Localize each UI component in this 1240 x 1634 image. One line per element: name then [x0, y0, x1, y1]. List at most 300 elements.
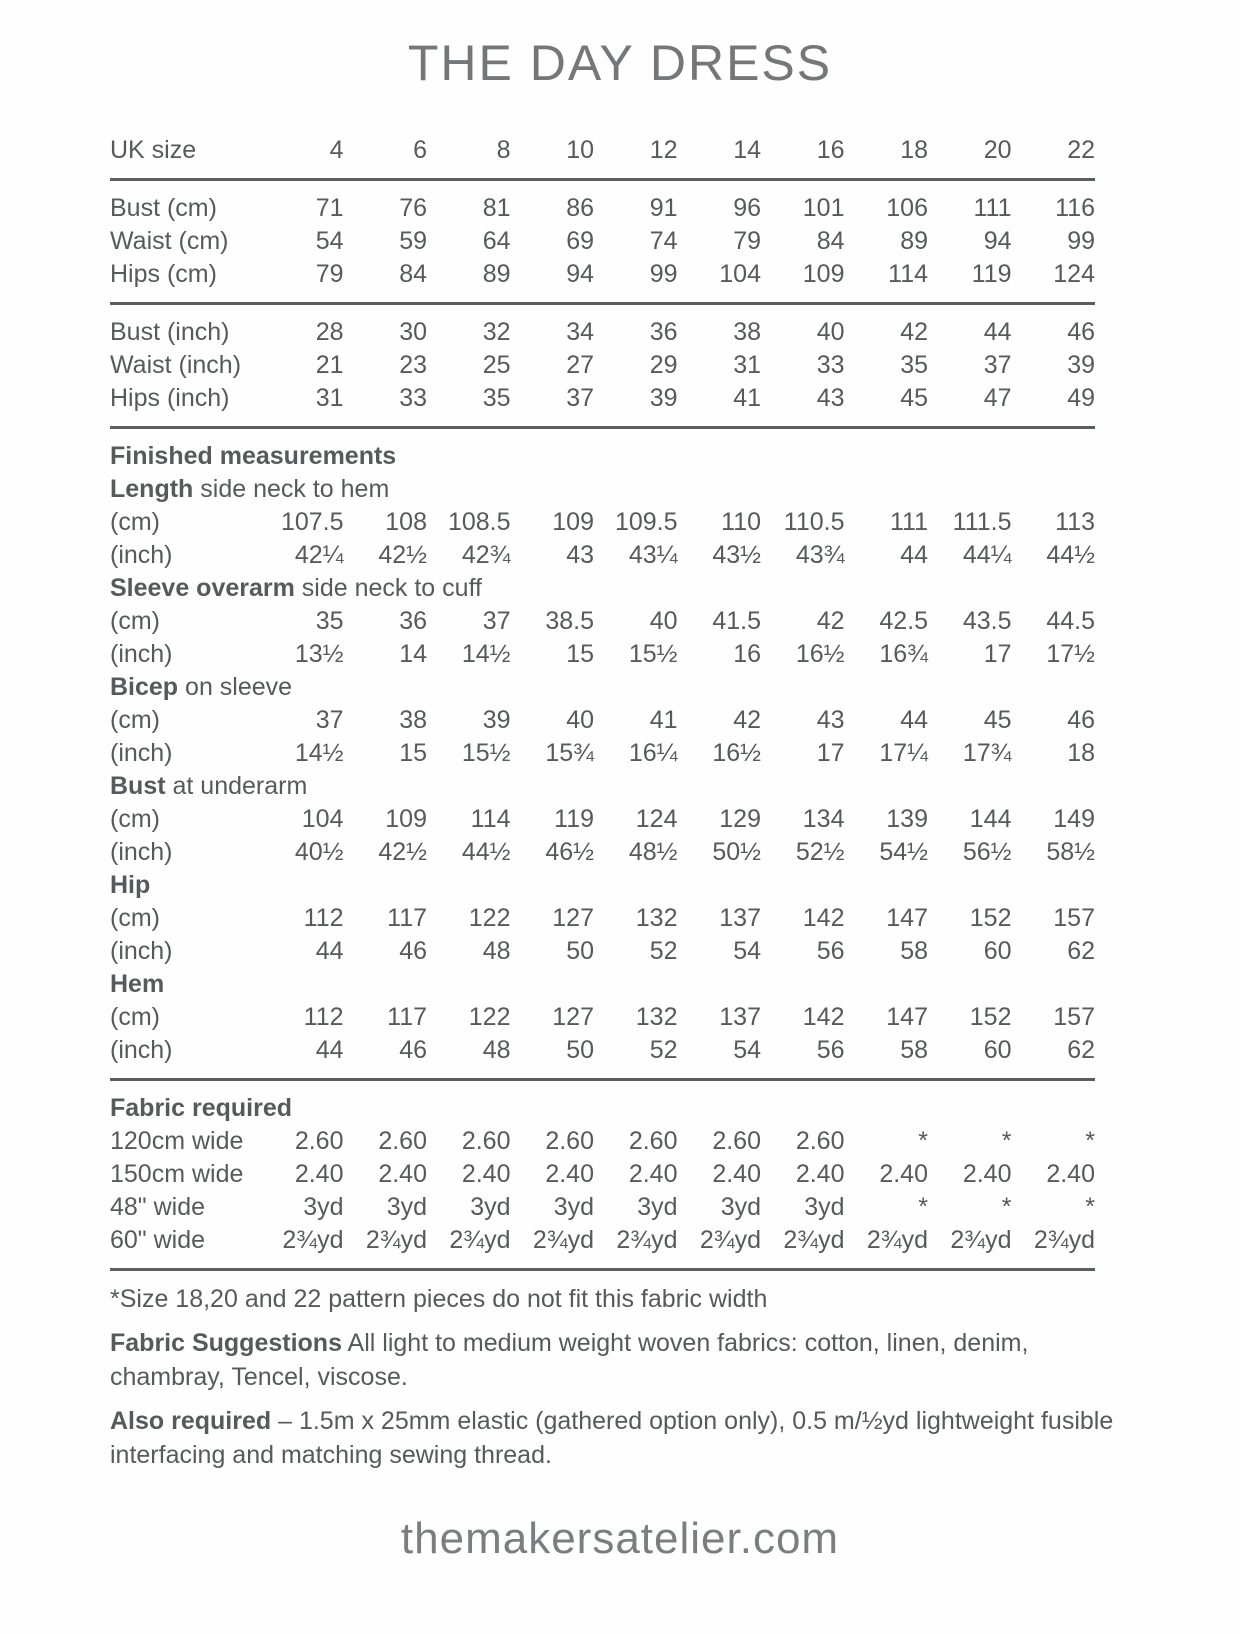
row-label: Hips (inch) — [110, 384, 230, 412]
table-cell: 152 — [969, 1003, 1012, 1031]
section-heading-bold: Fabric required — [110, 1094, 292, 1122]
table-cell: 62 — [1067, 937, 1095, 965]
table-cell: 16¼ — [628, 739, 678, 767]
table-cell: 2.40 — [545, 1160, 594, 1188]
table-cell: 54 — [733, 1036, 761, 1064]
table-cell: 58 — [900, 1036, 928, 1064]
table-cell: 96 — [733, 194, 761, 222]
table-cell: 2.60 — [712, 1127, 761, 1155]
table-cell: 16¾ — [879, 640, 928, 668]
table-cell: 13½ — [294, 640, 344, 668]
table-cell: 39 — [1067, 351, 1095, 379]
section-heading-bold: Finished measurements — [110, 442, 397, 470]
table-cell: 2.60 — [294, 1127, 344, 1155]
row-label: Bust (cm) — [110, 194, 217, 222]
table-cell: 32 — [482, 318, 511, 346]
section-heading — [110, 473, 1095, 506]
table-row — [110, 1034, 1095, 1067]
row-label: (cm) — [110, 1003, 160, 1031]
table-row — [110, 638, 1095, 671]
table-cell: 60 — [983, 937, 1012, 965]
table-cell: 15 — [399, 739, 427, 767]
website-footer: themakersatelier.com — [400, 1514, 840, 1563]
table-cell: 29 — [649, 351, 678, 379]
table-cell: 39 — [649, 384, 678, 412]
table-cell: 137 — [719, 904, 761, 932]
table-cell: 109.5 — [614, 508, 678, 536]
table-cell: 2.40 — [1046, 1160, 1095, 1188]
table-cell: 2¾yd — [616, 1226, 678, 1254]
table-cell: 38 — [733, 318, 761, 346]
table-cell: 18 — [1067, 739, 1095, 767]
table-cell: 2¾yd — [365, 1226, 427, 1254]
table-cell: 111.5 — [952, 508, 1012, 536]
row-label: 150cm wide — [110, 1160, 244, 1188]
table-cell: 30 — [399, 318, 427, 346]
table-cell: 62 — [1067, 1036, 1095, 1064]
row-label: (inch) — [110, 838, 173, 866]
table-cell: 48 — [482, 1036, 511, 1064]
table-cell: 108.5 — [447, 508, 511, 536]
table-cell: 35 — [315, 607, 344, 635]
table-cell: 48½ — [628, 838, 678, 866]
table-cell: 2.40 — [378, 1160, 427, 1188]
section-heading — [110, 869, 1095, 902]
table-cell: 2.40 — [461, 1160, 511, 1188]
table-cell: 22 — [1067, 136, 1095, 164]
table-cell: * — [1085, 1193, 1095, 1221]
table-cell: 2¾yd — [449, 1226, 511, 1254]
table-cell: 17 — [983, 640, 1012, 668]
table-cell: 50 — [566, 937, 594, 965]
table-cell: 134 — [802, 805, 845, 833]
table-cell: 111 — [973, 194, 1012, 222]
table-rule — [110, 302, 1095, 305]
table-cell: 112 — [303, 904, 344, 932]
table-cell: 44 — [315, 1036, 344, 1064]
table-cell: 139 — [886, 805, 928, 833]
table-row — [110, 1191, 1095, 1224]
table-cell: 109 — [552, 508, 594, 536]
also-required-note: Also required – 1.5m x 25mm elastic (gathered option only), 0.5 m/½yd lightweight fusible interfacing and matching sewing thread. — [110, 1407, 1114, 1469]
table-cell: 107.5 — [280, 508, 344, 536]
table-row — [110, 803, 1095, 836]
table-cell: 144 — [969, 805, 1012, 833]
table-cell: 45 — [983, 706, 1012, 734]
table-cell: 109 — [385, 805, 427, 833]
table-cell: 116 — [1055, 194, 1095, 222]
row-label: UK size — [110, 136, 197, 164]
table-cell: 15¾ — [545, 739, 594, 767]
table-cell: 2¾yd — [1033, 1226, 1095, 1254]
table-cell: 59 — [399, 227, 427, 255]
table-cell: 37 — [482, 607, 511, 635]
table-cell: 8 — [496, 136, 511, 164]
table-row — [110, 704, 1095, 737]
table-cell: 91 — [649, 194, 678, 222]
table-cell: 132 — [635, 1003, 678, 1031]
section-heading-bold: Hip — [110, 871, 151, 899]
table-cell: * — [1085, 1127, 1095, 1155]
table-cell: 40 — [816, 318, 845, 346]
table-cell: 113 — [1055, 508, 1095, 536]
table-cell: 37 — [315, 706, 344, 734]
section-heading-rest: on sleeve — [178, 673, 293, 701]
row-label: Waist (inch) — [110, 351, 242, 379]
table-cell: 17 — [816, 739, 845, 767]
table-cell: 2.60 — [795, 1127, 845, 1155]
table-cell: 54 — [733, 937, 761, 965]
table-cell: 147 — [886, 1003, 928, 1031]
table-cell: 109 — [802, 260, 845, 288]
table-rule — [110, 1268, 1095, 1271]
table-cell: 52 — [649, 937, 678, 965]
table-cell: 47 — [983, 384, 1012, 412]
table-cell: 44.5 — [1046, 607, 1095, 635]
table-cell: 149 — [1053, 805, 1095, 833]
table-cell: 42 — [733, 706, 761, 734]
table-cell: 33 — [399, 384, 427, 412]
table-cell: 43¾ — [795, 541, 845, 569]
table-cell: 36 — [649, 318, 678, 346]
table-rule — [110, 1078, 1095, 1081]
table-cell: 157 — [1053, 904, 1095, 932]
table-cell: 25 — [482, 351, 511, 379]
table-cell: 117 — [387, 1003, 427, 1031]
table-cell: 114 — [470, 805, 511, 833]
table-cell: * — [918, 1193, 928, 1221]
table-cell: 142 — [802, 1003, 845, 1031]
table-row — [110, 506, 1095, 539]
table-cell: 3yd — [303, 1193, 344, 1221]
table-cell: 35 — [482, 384, 511, 412]
table-cell: 4 — [329, 136, 344, 164]
table-cell: 3yd — [804, 1193, 845, 1221]
table-cell: 44 — [983, 318, 1012, 346]
table-cell: 35 — [900, 351, 928, 379]
table-cell: 89 — [482, 260, 511, 288]
table-cell: 46 — [399, 1036, 427, 1064]
table-cell: 23 — [399, 351, 427, 379]
row-label: Waist (cm) — [110, 227, 229, 255]
table-cell: 2¾yd — [783, 1226, 845, 1254]
table-cell: 42.5 — [879, 607, 928, 635]
table-cell: 50½ — [712, 838, 761, 866]
table-cell: 34 — [566, 318, 594, 346]
table-cell: 2.60 — [545, 1127, 594, 1155]
table-rule — [110, 178, 1095, 181]
table-row — [110, 349, 1095, 382]
table-cell: 81 — [482, 194, 511, 222]
section-heading-rest: side neck to hem — [193, 475, 390, 503]
table-cell: 15½ — [628, 640, 678, 668]
table-cell: 2.40 — [962, 1160, 1012, 1188]
table-cell: 58½ — [1046, 838, 1095, 866]
table-cell: 3yd — [720, 1193, 761, 1221]
table-cell: 16 — [816, 136, 845, 164]
section-heading — [110, 671, 1095, 704]
table-cell: 99 — [1067, 227, 1095, 255]
table-row — [110, 225, 1095, 258]
table-cell: 54 — [315, 227, 344, 255]
table-cell: 44 — [900, 706, 928, 734]
table-cell: 37 — [566, 384, 594, 412]
table-cell: 84 — [816, 227, 845, 255]
table-cell: * — [1001, 1127, 1012, 1155]
table-cell: 132 — [635, 904, 678, 932]
table-cell: 56 — [816, 1036, 845, 1064]
table-cell: 17¾ — [962, 739, 1012, 767]
table-cell: 46 — [399, 937, 427, 965]
table-cell: 3yd — [470, 1193, 511, 1221]
table-row — [110, 1224, 1095, 1257]
table-cell: 50 — [566, 1036, 594, 1064]
table-cell: 15½ — [461, 739, 511, 767]
table-cell: * — [918, 1127, 928, 1155]
table-cell: 2.60 — [378, 1127, 427, 1155]
table-cell: 46 — [1067, 706, 1095, 734]
table-cell: 142 — [802, 904, 845, 932]
table-cell: 45 — [900, 384, 928, 412]
table-cell: 76 — [399, 194, 427, 222]
row-label: (inch) — [110, 1036, 173, 1064]
table-row — [110, 605, 1095, 638]
table-row — [110, 935, 1095, 968]
table-cell: 40½ — [294, 838, 344, 866]
table-cell: 43 — [566, 541, 594, 569]
table-cell: 40 — [649, 607, 678, 635]
table-cell: 36 — [399, 607, 427, 635]
row-label: (cm) — [110, 805, 160, 833]
table-cell: 21 — [315, 351, 344, 379]
table-cell: 2.60 — [628, 1127, 678, 1155]
table-cell: 17¼ — [879, 739, 928, 767]
table-cell: 52½ — [795, 838, 845, 866]
table-cell: 46½ — [545, 838, 594, 866]
table-cell: 38 — [399, 706, 427, 734]
table-cell: 99 — [649, 260, 678, 288]
table-cell: 16½ — [712, 739, 761, 767]
table-cell: 41 — [733, 384, 761, 412]
table-cell: 111 — [889, 508, 928, 536]
table-cell: 10 — [566, 136, 594, 164]
table-cell: 69 — [566, 227, 594, 255]
table-cell: 110.5 — [783, 508, 845, 536]
table-cell: 48 — [482, 937, 511, 965]
table-cell: 79 — [733, 227, 761, 255]
table-cell: 3yd — [386, 1193, 427, 1221]
table-cell: 2.40 — [628, 1160, 678, 1188]
section-heading — [110, 968, 1095, 1001]
table-cell: 12 — [649, 136, 678, 164]
section-heading-bold: Bicep — [110, 673, 179, 701]
table-cell: 79 — [315, 260, 344, 288]
section-heading-bold: Sleeve overarm — [110, 574, 295, 602]
table-cell: 15 — [566, 640, 594, 668]
table-cell: 52 — [649, 1036, 678, 1064]
notes-section — [110, 1282, 1125, 1472]
table-cell: 71 — [315, 194, 344, 222]
table-cell: 122 — [468, 904, 511, 932]
table-cell: 2.40 — [294, 1160, 344, 1188]
table-cell: 41 — [649, 706, 678, 734]
row-label: (cm) — [110, 706, 160, 734]
table-cell: 74 — [649, 227, 678, 255]
table-cell: 42¼ — [294, 541, 344, 569]
table-cell: 39 — [482, 706, 511, 734]
table-cell: 2.40 — [712, 1160, 761, 1188]
table-cell: 16½ — [795, 640, 845, 668]
table-cell: 94 — [566, 260, 594, 288]
section-heading — [110, 770, 1095, 803]
table-row — [110, 1001, 1095, 1034]
table-cell: 152 — [969, 904, 1012, 932]
table-cell: 43 — [816, 706, 845, 734]
table-cell: 6 — [413, 136, 427, 164]
table-cell: 14 — [399, 640, 427, 668]
section-heading-bold: Bust — [110, 772, 166, 800]
table-cell: 86 — [566, 194, 594, 222]
table-cell: 33 — [816, 351, 845, 379]
table-cell: 27 — [566, 351, 594, 379]
row-label: (inch) — [110, 541, 173, 569]
row-label: (inch) — [110, 739, 173, 767]
section-heading-bold: Length — [110, 475, 194, 503]
table-row — [110, 902, 1095, 935]
table-row — [110, 1158, 1095, 1191]
table-row — [110, 382, 1095, 415]
table-cell: 14½ — [294, 739, 344, 767]
table-cell: 42¾ — [461, 541, 511, 569]
table-cell: 44¼ — [962, 541, 1012, 569]
section-heading-bold: Hem — [110, 970, 165, 998]
fabric-suggestions-note: Fabric Suggestions All light to medium weight woven fabrics: cotton, linen, denim, chambray, Tencel, viscose. — [110, 1329, 1029, 1391]
table-cell: 44 — [315, 937, 344, 965]
table-cell: 2.60 — [461, 1127, 511, 1155]
table-cell: 2¾yd — [866, 1226, 928, 1254]
table-cell: * — [1001, 1193, 1012, 1221]
table-row — [110, 258, 1095, 291]
table-row — [110, 316, 1095, 349]
row-label: (cm) — [110, 904, 160, 932]
table-cell: 42 — [816, 607, 845, 635]
section-heading — [110, 1092, 1095, 1125]
table-cell: 129 — [719, 805, 761, 833]
table-cell: 42 — [900, 318, 928, 346]
table-cell: 119 — [971, 260, 1012, 288]
table-cell: 38.5 — [545, 607, 594, 635]
section-heading-rest: side neck to cuff — [294, 574, 483, 602]
section-heading — [110, 572, 1095, 605]
table-cell: 127 — [552, 1003, 594, 1031]
section-heading-rest: at underarm — [165, 772, 308, 800]
table-cell: 43¼ — [628, 541, 678, 569]
table-cell: 41.5 — [712, 607, 761, 635]
row-label: (inch) — [110, 937, 173, 965]
table-cell: 114 — [888, 260, 928, 288]
row-label: Hips (cm) — [110, 260, 217, 288]
table-cell: 112 — [303, 1003, 344, 1031]
table-cell: 43 — [816, 384, 845, 412]
table-cell: 108 — [385, 508, 427, 536]
table-row — [110, 134, 1095, 167]
table-cell: 119 — [554, 805, 594, 833]
table-cell: 117 — [387, 904, 427, 932]
table-cell: 104 — [719, 260, 761, 288]
table-cell: 18 — [900, 136, 928, 164]
row-label: 48" wide — [110, 1193, 206, 1221]
page-title: THE DAY DRESS — [407, 35, 833, 91]
table-cell: 137 — [719, 1003, 761, 1031]
table-cell: 2.40 — [879, 1160, 928, 1188]
size-chart-table — [110, 134, 1095, 1271]
table-cell: 84 — [399, 260, 427, 288]
table-cell: 2¾yd — [532, 1226, 594, 1254]
table-cell: 56½ — [962, 838, 1012, 866]
table-cell: 101 — [802, 194, 845, 222]
table-cell: 110 — [721, 508, 761, 536]
table-cell: 106 — [886, 194, 928, 222]
table-cell: 122 — [468, 1003, 511, 1031]
table-cell: 31 — [315, 384, 344, 412]
table-cell: 94 — [983, 227, 1012, 255]
table-cell: 147 — [886, 904, 928, 932]
table-row — [110, 192, 1095, 225]
table-cell: 17½ — [1046, 640, 1095, 668]
table-cell: 31 — [733, 351, 761, 379]
section-heading — [110, 440, 1095, 473]
table-cell: 3yd — [637, 1193, 678, 1221]
table-cell: 37 — [983, 351, 1012, 379]
table-cell: 16 — [733, 640, 761, 668]
fabric-width-asterisk-note: *Size 18,20 and 22 pattern pieces do not fit this fabric width — [110, 1285, 768, 1313]
table-row — [110, 539, 1095, 572]
row-label: (cm) — [110, 508, 160, 536]
table-cell: 56 — [816, 937, 845, 965]
table-cell: 89 — [900, 227, 928, 255]
table-cell: 42½ — [378, 838, 427, 866]
table-rule — [110, 426, 1095, 429]
table-row — [110, 737, 1095, 770]
table-cell: 44½ — [461, 838, 511, 866]
table-cell: 127 — [552, 904, 594, 932]
table-cell: 43.5 — [962, 607, 1012, 635]
table-row — [110, 1125, 1095, 1158]
table-cell: 54½ — [879, 838, 928, 866]
table-cell: 2.40 — [795, 1160, 845, 1188]
row-label: Bust (inch) — [110, 318, 230, 346]
table-cell: 124 — [1053, 260, 1095, 288]
table-cell: 44½ — [1046, 541, 1095, 569]
table-cell: 3yd — [553, 1193, 594, 1221]
row-label: (cm) — [110, 607, 160, 635]
table-cell: 2¾yd — [950, 1226, 1012, 1254]
table-cell: 20 — [983, 136, 1012, 164]
table-cell: 28 — [315, 318, 344, 346]
row-label: 120cm wide — [110, 1127, 244, 1155]
row-label: (inch) — [110, 640, 173, 668]
table-row — [110, 836, 1095, 869]
table-cell: 58 — [900, 937, 928, 965]
table-cell: 43½ — [712, 541, 761, 569]
table-cell: 104 — [301, 805, 344, 833]
table-cell: 14½ — [461, 640, 511, 668]
table-cell: 2¾yd — [699, 1226, 761, 1254]
table-cell: 2¾yd — [282, 1226, 344, 1254]
table-cell: 49 — [1067, 384, 1095, 412]
table-cell: 42½ — [378, 541, 427, 569]
table-cell: 40 — [566, 706, 594, 734]
